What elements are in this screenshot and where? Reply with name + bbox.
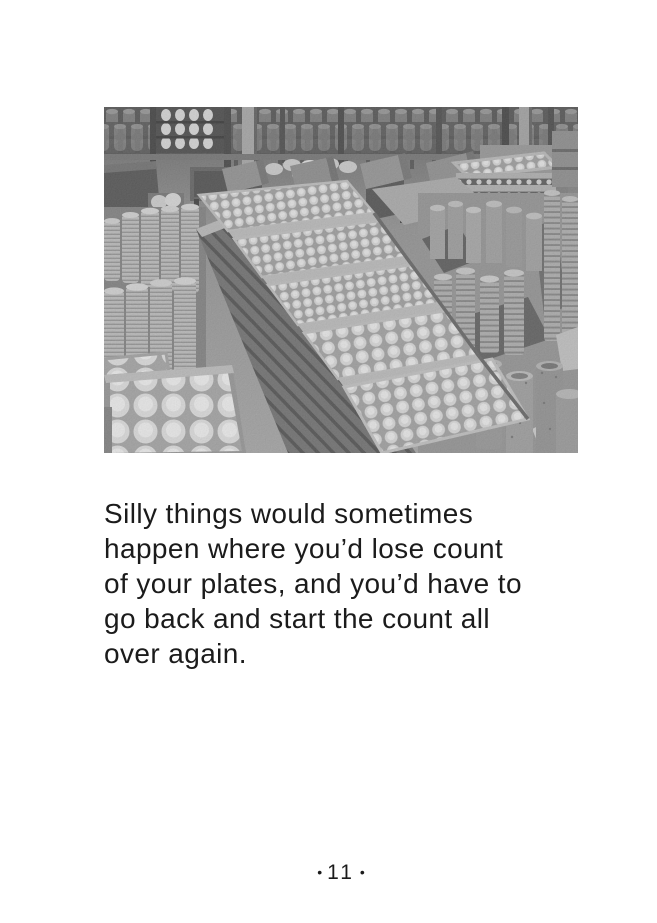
footer-bullet-right: • <box>359 864 365 880</box>
pottery-warehouse-photo <box>104 107 578 453</box>
caption-line-2: happen where you’d lose count <box>104 533 504 564</box>
caption-text <box>104 496 584 671</box>
caption-line-3: of your plates, and you’d have to <box>104 568 522 599</box>
footer-page-number: 11 <box>327 861 355 884</box>
page-number-footer <box>104 861 578 885</box>
warehouse-photo-graphic <box>104 107 578 453</box>
caption-line-4: go back and start the count all <box>104 603 490 634</box>
caption-line-1: Silly things would sometimes <box>104 498 474 529</box>
footer-bullet-left: • <box>317 864 323 880</box>
caption-line-5: over again. <box>104 638 247 669</box>
